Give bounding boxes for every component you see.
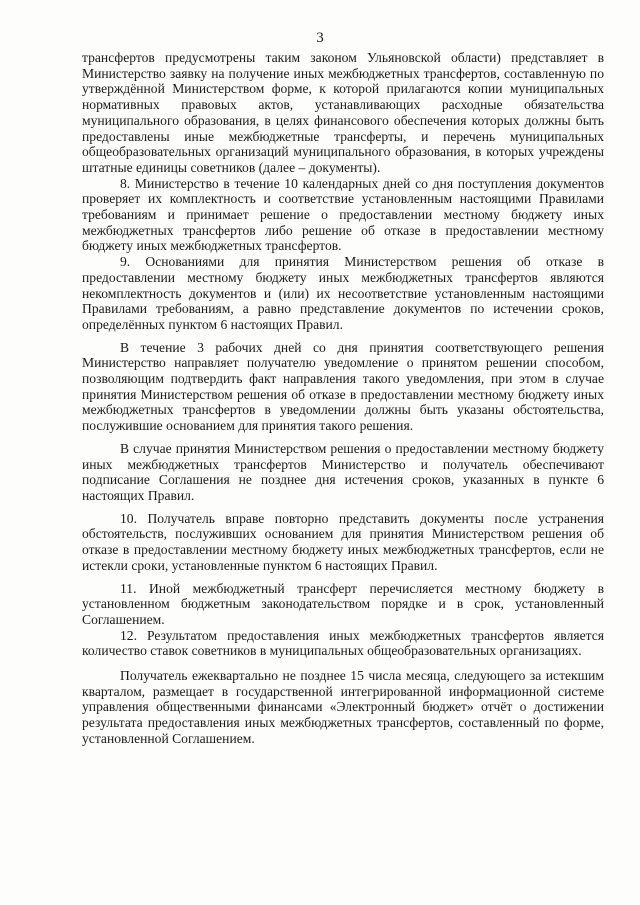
paragraph-item-11: 11. Иной межбюджетный трансферт перечисляется местному бюджету в установленном бюджетным законодательством порядке и в срок, установленный Соглашением. — [82, 580, 604, 627]
paragraph-item-10: 10. Получатель вправе повторно представить документы после устранения обстоятельств, послуживших основанием для принятия Министерством решения об отказе в предоставлении местному бюджету иных межбюджетных трансфертов, если не истекли сроки, установленные пунктом 6 настоящих Правил. — [82, 510, 604, 573]
paragraph-item-9: 9. Основаниями для принятия Министерством решения об отказе в предоставлении местному бюджету иных межбюджетных трансфертов являются некомплектность документов и (или) их несоответствие установленным настоящими Правилами требованиям, а равно представление документов по истечении сроков, определённых пунктом 6 настоящих Правил. — [82, 254, 604, 332]
paragraph-quarterly-report: Получатель ежеквартально не позднее 15 числа месяца, следующего за истекшим кварталом, размещает в государственной интегрированной информационной системе управления общественными финансами «Электронный бюджет» отчёт о достижении результата предоставления иных межбюджетных трансфертов, составленный по форме, установленной Соглашением. — [82, 668, 604, 746]
page-number: 3 — [316, 30, 324, 46]
paragraph-notification: В течение 3 рабочих дней со дня принятия соответствующего решения Министерство направляет получателю уведомление о принятом решении способом, позволяющим подтвердить факт направления такого уведомления, при этом в случае принятия Министерством решения об отказе в предоставлении местному бюджету иных межбюджетных трансфертов в уведомлении должны быть указаны обстоятельства, послужившие основанием для принятия такого решения. — [82, 339, 604, 434]
paragraph-item-12: 12. Результатом предоставления иных межбюджетных трансфертов является количество ставок советников в муниципальных общеобразовательных организациях. — [82, 627, 604, 659]
document-body — [82, 50, 604, 747]
paragraph-agreement-signing: В случае принятия Министерством решения о предоставлении местному бюджету иных межбюджетных трансфертов Министерство и получатель обеспечивают подписание Соглашения не позднее дня истечения сроков, указанных в пункте 6 настоящих Правил. — [82, 440, 604, 503]
paragraph-item-8: 8. Министерство в течение 10 календарных дней со дня поступления документов проверяет их комплектность и соответствие установленным настоящими Правилами требованиям и принимает решение о предоставлении местному бюджету иных межбюджетных трансфертов либо решение об отказе в предоставлении местному бюджету иных межбюджетных трансфертов. — [82, 175, 604, 254]
paragraph-continuation: трансфертов предусмотрены таким законом Ульяновской области) представляет в Министерство заявку на получение иных межбюджетных трансфертов, составленную по утверждённой Министерством форме, к которой прилагаются копии муниципальных нормативных правовых актов, устанавливающих расходные обязательства муниципального образования, в целях финансового обеспечения которых должны быть предоставлены иные межбюджетные трансферты, и перечень муниципальных общеобразовательных организаций муниципального образования, в которых учреждены штатные единицы советников (далее – документы). — [82, 50, 604, 175]
